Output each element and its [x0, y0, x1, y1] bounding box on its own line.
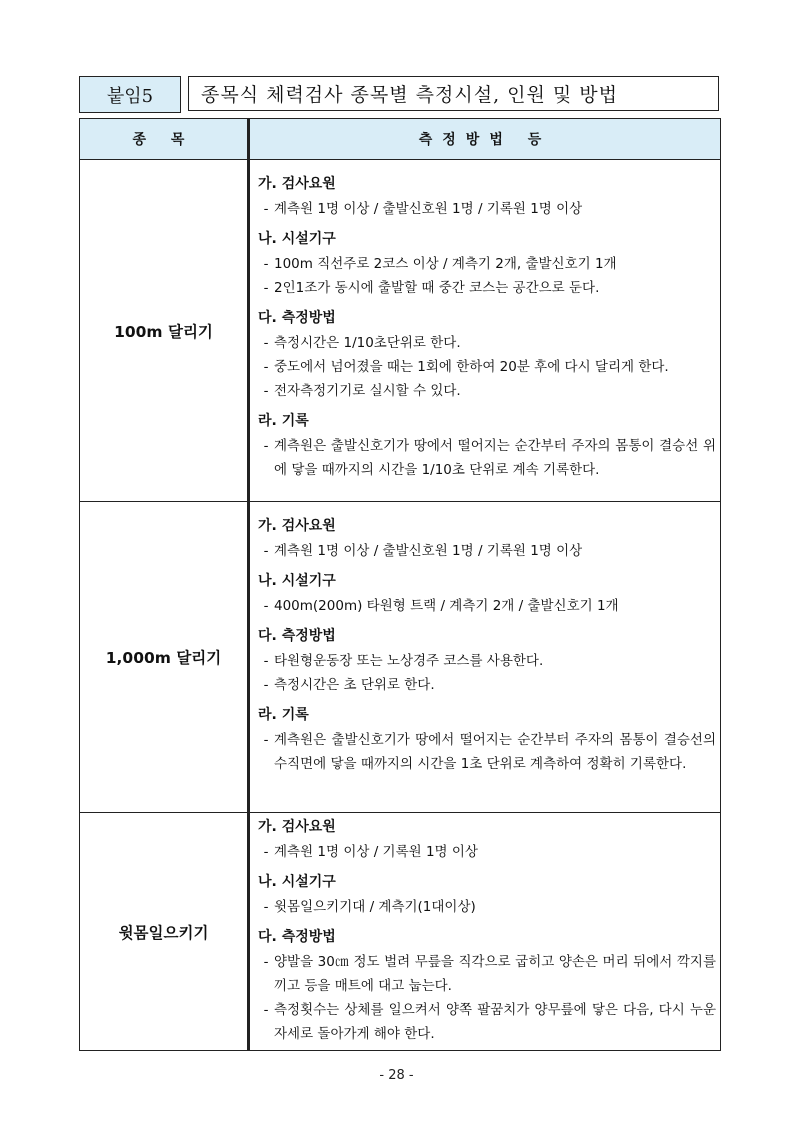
list-item-text: 측정시간은 초 단위로 한다.: [274, 677, 435, 693]
list-item: [258, 840, 716, 864]
event-name: 1,000m 달리기: [80, 502, 249, 813]
section-heading: 가. 검사요원: [258, 176, 336, 192]
list-item-text: 계측원은 출발신호기가 땅에서 떨어지는 순간부터 주자의 몸통이 결승선 위에 닿을 때까지의 시간을 1/10초 단위로 계속 기록한다.: [274, 438, 716, 478]
table-row: [80, 813, 721, 1051]
bullet-dash: -: [263, 653, 269, 669]
list-item: [258, 379, 716, 403]
bullet-dash: -: [263, 438, 269, 454]
bullet-dash: -: [263, 598, 269, 614]
bullet-dash: -: [263, 1002, 269, 1018]
section-heading: 나. 시설기구: [258, 231, 336, 247]
section-heading: 다. 측정방법: [258, 628, 336, 644]
bullet-dash: -: [263, 383, 269, 399]
section-heading: 다. 측정방법: [258, 929, 336, 945]
list-item-text: 측정시간은 1/10초단위로 한다.: [274, 335, 461, 351]
document-title-bar: [79, 76, 721, 113]
bullet-dash: -: [263, 359, 269, 375]
list-item-text: 계측원 1명 이상 / 출발신호원 1명 / 기록원 1명 이상: [274, 543, 583, 559]
list-item-text: 전자측정기기로 실시할 수 있다.: [274, 383, 461, 399]
bullet-dash: -: [263, 677, 269, 693]
list-item-text: 중도에서 넘어졌을 때는 1회에 한하여 20분 후에 다시 달리게 한다.: [274, 359, 669, 375]
list-item-text: 계측원 1명 이상 / 출발신호원 1명 / 기록원 1명 이상: [274, 201, 583, 217]
list-item: [258, 649, 716, 673]
list-item: [258, 197, 716, 221]
bullet-dash: -: [263, 256, 269, 272]
section-heading: 가. 검사요원: [258, 819, 336, 835]
list-item-text: 100m 직선주로 2코스 이상 / 계측기 2개, 출발신호기 1개: [274, 256, 617, 272]
section-heading: 라. 기록: [258, 413, 309, 429]
page-number: - 28 -: [379, 1068, 414, 1083]
bullet-dash: -: [263, 280, 269, 296]
bullet-dash: -: [263, 732, 269, 748]
list-item-text: 윗몸일으키기대 / 계측기(1대이상): [274, 899, 476, 915]
bullet-dash: -: [263, 844, 269, 860]
measurement-table: [79, 118, 721, 1051]
list-item: [258, 728, 716, 776]
list-item: [258, 252, 716, 276]
bullet-dash: -: [263, 335, 269, 351]
column-header-method: 측정방법 등: [249, 119, 721, 160]
list-item: [258, 331, 716, 355]
bullet-dash: -: [263, 954, 269, 970]
section-heading: 가. 검사요원: [258, 518, 336, 534]
list-item: [258, 950, 716, 998]
event-name: 100m 달리기: [80, 160, 249, 502]
section-heading: 나. 시설기구: [258, 573, 336, 589]
section-heading: 나. 시설기구: [258, 874, 336, 890]
list-item-text: 계측원은 출발신호기가 땅에서 떨어지는 순간부터 주자의 몸통이 결승선의 수직면에 닿을 때까지의 시간을 1초 단위로 계측하여 정확히 기록한다.: [274, 732, 716, 772]
attachment-tag: 붙임5: [79, 76, 181, 113]
document-title: 종목식 체력검사 종목별 측정시설, 인원 및 방법: [188, 76, 719, 111]
list-item: [258, 355, 716, 379]
list-item-text: 계측원 1명 이상 / 기록원 1명 이상: [274, 844, 478, 860]
section-heading: 다. 측정방법: [258, 310, 336, 326]
list-item: [258, 895, 716, 919]
list-item: [258, 594, 716, 618]
list-item: [258, 539, 716, 563]
list-item-text: 측정횟수는 상체를 일으켜서 양쪽 팔꿈치가 양무릎에 닿은 다음, 다시 누운 자세로 돌아가게 해야 한다.: [274, 1002, 716, 1042]
event-name: 윗몸일으키기: [80, 813, 249, 1051]
table-row: [80, 160, 721, 502]
list-item-text: 2인1조가 동시에 출발할 때 중간 코스는 공간으로 둔다.: [274, 280, 600, 296]
list-item: [258, 673, 716, 697]
table-row: [80, 502, 721, 813]
list-item-text: 양발을 30㎝ 정도 벌려 무릎을 직각으로 굽히고 양손은 머리 뒤에서 깍지를 끼고 등을 매트에 대고 눕는다.: [274, 954, 716, 994]
section-heading: 라. 기록: [258, 707, 309, 723]
table-header-row: [80, 119, 721, 160]
bullet-dash: -: [263, 899, 269, 915]
list-item-text: 400m(200m) 타원형 트랙 / 계측기 2개 / 출발신호기 1개: [274, 598, 619, 614]
bullet-dash: -: [263, 543, 269, 559]
method-cell: [249, 502, 721, 813]
method-cell: [249, 160, 721, 502]
bullet-dash: -: [263, 201, 269, 217]
list-item: [258, 998, 716, 1046]
method-cell: [249, 813, 721, 1051]
list-item: [258, 276, 716, 300]
list-item: [258, 434, 716, 482]
list-item-text: 타원형운동장 또는 노상경주 코스를 사용한다.: [274, 653, 544, 669]
column-header-item: 종 목: [80, 119, 249, 160]
